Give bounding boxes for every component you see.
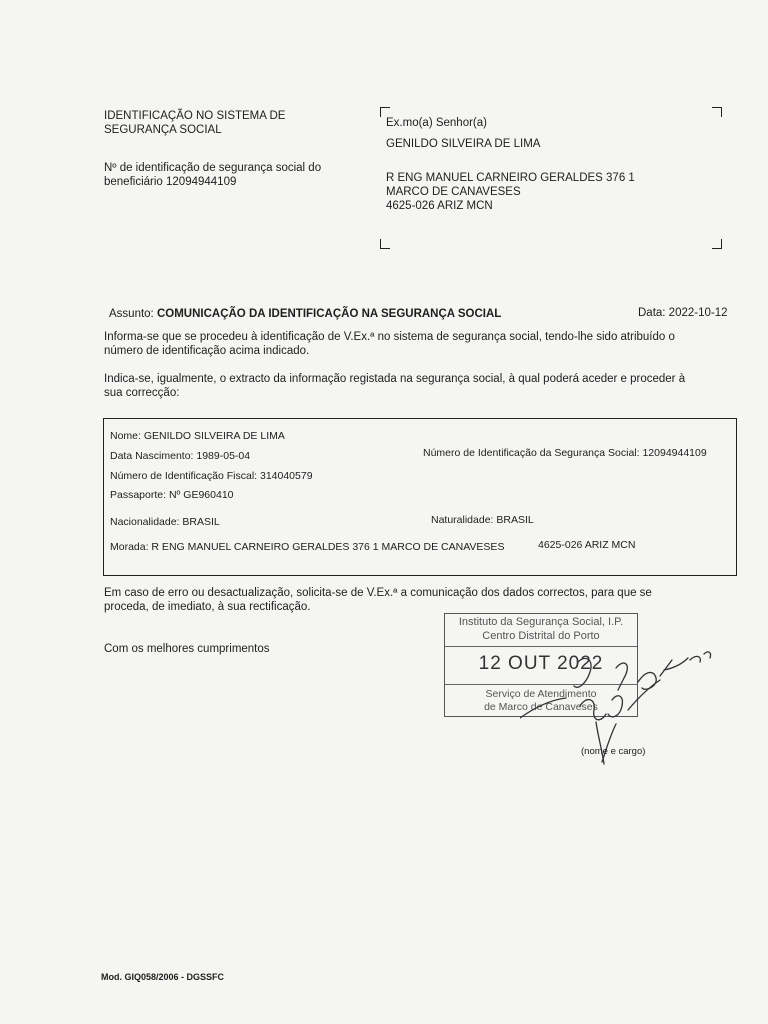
paragraph-correction-line1: Em caso de erro ou desactualização, solicita-se de V.Ex.ª a comunicação dos dados correctos, para que se bbox=[104, 587, 652, 599]
paragraph-extract-line2: sua correcção: bbox=[104, 387, 180, 399]
record-birth-date: Data Nascimento: 1989-05-04 bbox=[110, 450, 251, 462]
recipient-address bbox=[386, 171, 635, 213]
record-postal-code: 4625-026 ARIZ MCN bbox=[538, 539, 636, 551]
paragraph-extract-line1: Indica-se, igualmente, o extracto da informação registada na segurança social, à qual poderá aceder e proceder à bbox=[104, 373, 686, 385]
subject-text: COMUNICAÇÃO DA IDENTIFICAÇÃO NA SEGURANÇA SOCIAL bbox=[156, 308, 502, 320]
signature-caption: (nome e cargo) bbox=[581, 746, 646, 757]
recipient-name: GENILDO SILVEIRA DE LIMA bbox=[386, 138, 541, 150]
record-extract-box bbox=[103, 418, 737, 576]
form-code-footer: Mod. GIQ058/2006 - DGSSFC bbox=[101, 972, 225, 982]
stamp-service: Serviço de Atendimento bbox=[485, 688, 597, 700]
system-id-heading-line1: IDENTIFICAÇÃO NO SISTEMA DE bbox=[104, 110, 286, 122]
system-id-heading bbox=[104, 109, 285, 137]
beneficiary-number-line1: Nº de identificação de segurança social do bbox=[104, 162, 322, 174]
beneficiary-number bbox=[104, 161, 321, 189]
recipient-address-line1: R ENG MANUEL CARNEIRO GERALDES 376 1 bbox=[386, 172, 635, 184]
record-passport: Passaporte: Nº GE960410 bbox=[110, 489, 234, 501]
paragraph-identification bbox=[104, 330, 675, 358]
system-id-heading-line2: SEGURANÇA SOCIAL bbox=[104, 124, 222, 136]
recipient-salutation: Ex.mo(a) Senhor(a) bbox=[386, 117, 487, 129]
paragraph-extract bbox=[104, 372, 685, 400]
record-tax-number: Número de Identificação Fiscal: 314040579 bbox=[110, 470, 313, 482]
address-window-corner-bl bbox=[380, 239, 390, 249]
record-nationality: Nacionalidade: BRASIL bbox=[110, 516, 220, 528]
stamp-date: 12 OUT 2022 bbox=[478, 653, 604, 674]
closing-greeting: Com os melhores cumprimentos bbox=[104, 643, 270, 655]
record-address: Morada: R ENG MANUEL CARNEIRO GERALDES 376 1 MARCO DE CANAVESES bbox=[110, 541, 505, 553]
address-window-corner-br bbox=[712, 239, 722, 249]
record-name: Nome: GENILDO SILVEIRA DE LIMA bbox=[110, 430, 285, 442]
paragraph-identification-line2: número de identificação acima indicado. bbox=[104, 345, 310, 357]
subject-line bbox=[109, 307, 501, 321]
letter-date: Data: 2022-10-12 bbox=[638, 307, 728, 319]
recipient-address-line3: 4625-026 ARIZ MCN bbox=[386, 200, 493, 212]
record-social-security-number: Número de Identificação da Segurança Social: 12094944109 bbox=[423, 447, 707, 459]
record-birthplace: Naturalidade: BRASIL bbox=[431, 514, 534, 526]
subject-label: Assunto: bbox=[109, 308, 154, 320]
stamp-institution-name: Instituto da Segurança Social, I.P. bbox=[458, 616, 624, 628]
paragraph-identification-line1: Informa-se que se procedeu à identificação de V.Ex.ª no sistema de segurança social, tendo-lhe sido atribuído o bbox=[104, 331, 675, 343]
beneficiary-number-line2: beneficiário 12094944109 bbox=[104, 176, 237, 188]
recipient-address-line2: MARCO DE CANAVESES bbox=[386, 186, 521, 198]
stamp-location: de Marco de Canaveses bbox=[484, 701, 598, 713]
stamp-district-centre: Centro Distrital do Porto bbox=[482, 630, 600, 642]
paragraph-correction bbox=[104, 586, 652, 614]
paragraph-correction-line2: proceda, de imediato, à sua rectificação. bbox=[104, 601, 311, 613]
address-window-corner-tr bbox=[712, 107, 722, 117]
